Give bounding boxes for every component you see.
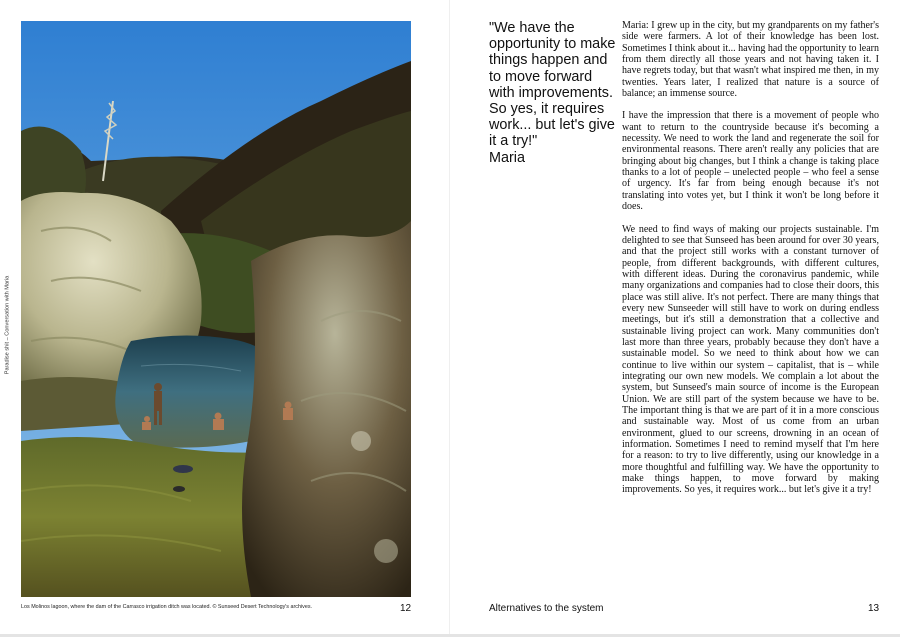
photo-caption: Los Molinos lagoon, where the dam of the Carrasco irrigation ditch was located. © Sunseed Desert Technology's archives.: [21, 604, 313, 610]
body-paragraph: Maria: I grew up in the city, but my grandparents on my father's side were farmers. A lot of their knowledge has been lost. Sometimes I think about it... having had the opportunity to learn from them directly all those years and not having taken it. I have regrets today, but that wasn't what inspired me then, in my twenties. Years later, I realized that nature is a source of balance; an immense source.: [622, 20, 879, 100]
lagoon-photo: [21, 21, 411, 597]
page-number-left: 12: [400, 603, 412, 614]
running-title: Alternatives to the system: [489, 603, 604, 614]
body-paragraph: I have the impression that there is a movement of people who want to return to the countryside because it's becoming a necessity. We need to work the land and regenerate the soil for environmental reasons. There aren't really any policies that are bringing about big changes, but I think a change is taking place thanks to a lot of people – unelected people – who feel a sense of urgency. It's far from being enough because it's not translating into votes yet, but I think it won't be long before it does.: [622, 110, 879, 213]
interview-body: [622, 20, 879, 507]
pull-quote-text: "We have the opportunity to make things happen and to move forward with improvements. So yes, it requires work... but let's give it a try!": [489, 20, 616, 150]
body-paragraph: We need to find ways of making our projects sustainable. I'm delighted to see that Sunseed has been around for over 30 years, and that the project still works with a constant turnover of people, from different backgrounds, with different cultures, with different ideas. During the coronavirus pandemic, while many organizations and companies had to close their doors, this place was still alive. It's not perfect. There are many things that every new Sunseeder will still have to work on during endless meetings, but it's still a demonstration that a collective and sustainable living project can work. Many communities don't last more than three years, probably because they don't have a sustainable model. So we need to think about how we can continue to live within our system – capitalist, that is – while integrating our own new models. We complain a lot about the system, but Sunseed's main source of income is the European Union. We are still part of the system because we have to be. The important thing is that we are part of it in a more conscious and sustainable way. Most of us come from an urban environment, glued to our screens, drowning in an ocean of information. Sometimes I need to remind myself that I'm here for a reason: to try to live differently, using our knowledge in a more thoughtful and fulfilling way. We have the opportunity to make things happen, to move forward by making improvements. So yes, it requires work... but let's give it a try!: [622, 223, 879, 496]
vertical-running-head: [1, 270, 13, 380]
side-label-text: Paradise shit – Conversation with Maria: [4, 275, 10, 375]
pull-quote-attribution: Maria: [489, 149, 525, 166]
page-number-right: 13: [868, 603, 880, 614]
spine-gutter: [449, 0, 450, 634]
pull-quote: [489, 20, 617, 166]
lagoon-photo-image: [21, 21, 411, 597]
